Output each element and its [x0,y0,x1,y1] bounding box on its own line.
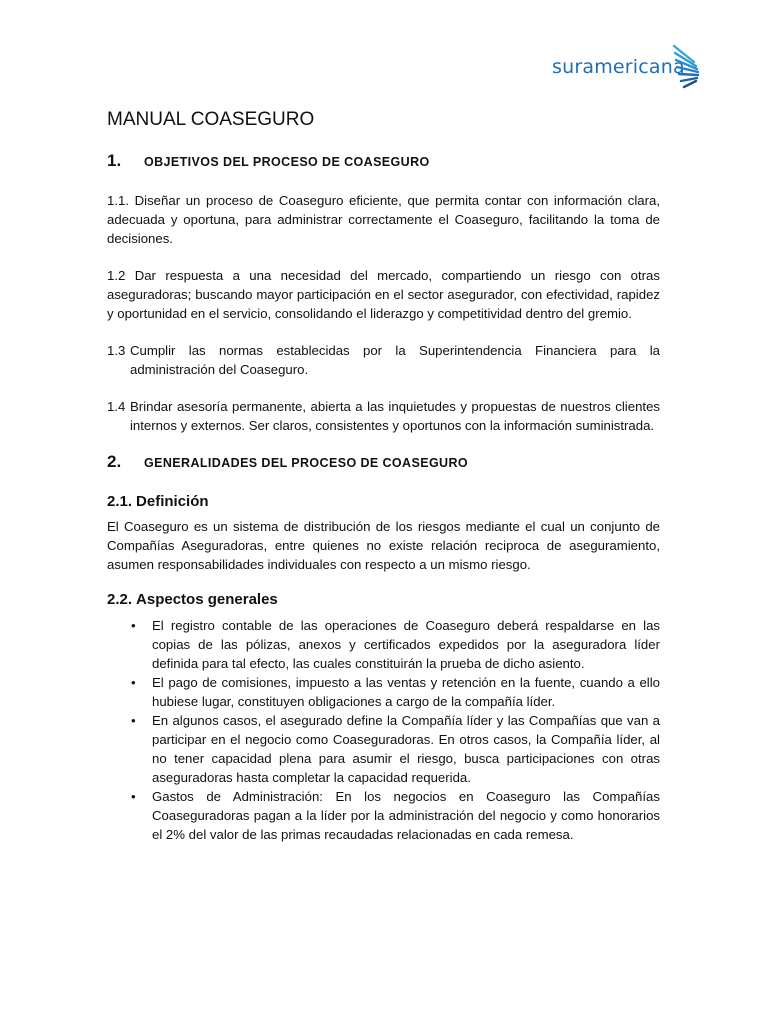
list-item [107,616,660,673]
item-text: Brindar asesoría permanente, abierta a las inquietudes y propuestas de nuestros clientes internos y externos. Ser claros, consistentes y oportunos con la información suministrada. [130,398,660,433]
subsection-2-2-heading [107,590,660,610]
document-body [107,108,660,844]
section-number: 2. [107,451,122,471]
bullet-icon: • [131,788,136,804]
section-2-heading [107,452,660,472]
paragraph-1-2: 1.2 Dar respuesta a una necesidad del mercado, compartiendo un riesgo con otras aseguradoras; buscando mayor participación en el sector asegurador, con efectividad, rapidez y oportunidad en el servicio, consolidando el liderazgo y competitividad dentro del gremio. [107,267,660,321]
numbered-item-1-4 [107,397,660,435]
subsection-2-1-heading [107,492,660,512]
logo-text: suramericana [552,56,685,78]
subsection-title: Aspectos generales [136,591,278,609]
section-title: GENERALIDADES DEL PROCESO DE COASEGURO [144,455,469,470]
definition-paragraph: El Coaseguro es un sistema de distribución de los riesgos mediante el cual un conjunto de Compañías Aseguradoras, entre quienes no existe relación reciproca de aseguramiento, asumen responsabilidades individuales con respecto a un mismo riesgo. [107,519,660,573]
item-text: Cumplir las normas establecidas por la Superintendencia Financiera para la administración del Coaseguro. [130,342,660,377]
item-number: 1.4 [107,398,126,414]
list-item [107,787,660,844]
aspects-list [107,616,660,844]
list-item-text: Gastos de Administración: En los negocios en Coaseguro las Compañías Coaseguradoras pagan a la líder por la administración del negocio y como honorarios el 2% del valor de las primas recaudadas relacionadas en cada remesa. [152,788,660,842]
numbered-item-1-3 [107,341,660,379]
bullet-icon: • [131,674,136,690]
section-number: 1. [107,150,122,170]
bullet-icon: • [131,617,136,633]
subsection-number: 2.2. [107,591,133,609]
item-number: 1.3 [107,342,126,358]
subsection-number: 2.1. [107,492,133,510]
bullet-icon: • [131,712,136,728]
company-logo [552,44,700,92]
list-item-text: El registro contable de las operaciones de Coaseguro deberá respaldarse en las copias de las pólizas, anexos y certificados expedidos por la aseguradora líder definida para tal efecto, las cuales constituirán la prueba de dicho asiento. [152,617,660,671]
wing-icon [672,44,702,90]
list-item-text: El pago de comisiones, impuesto a las ventas y retención en la fuente, cuando a ello hubiese lugar, constituyen obligaciones a cargo de la compañía líder. [152,674,660,709]
subsection-title: Definición [136,492,209,510]
paragraph-1-1: 1.1. Diseñar un proceso de Coaseguro eficiente, que permita contar con información clara, adecuada y oportuna, para administrar correctamente el Coaseguro, facilitando la toma de decisiones. [107,192,660,246]
list-item-text: En algunos casos, el asegurado define la Compañía líder y las Compañías que van a participar en el negocio como Coaseguradoras. En otros casos, la Compañía líder, al no tener capacidad plena para asumir el riesgo, busca participaciones con otras aseguradoras hasta completar la capacidad requerida. [152,712,660,785]
list-item [107,711,660,787]
section-title: OBJETIVOS DEL PROCESO DE COASEGURO [144,154,430,169]
section-1-heading [107,151,660,171]
list-item [107,673,660,711]
document-title: MANUAL COASEGURO [107,109,315,130]
